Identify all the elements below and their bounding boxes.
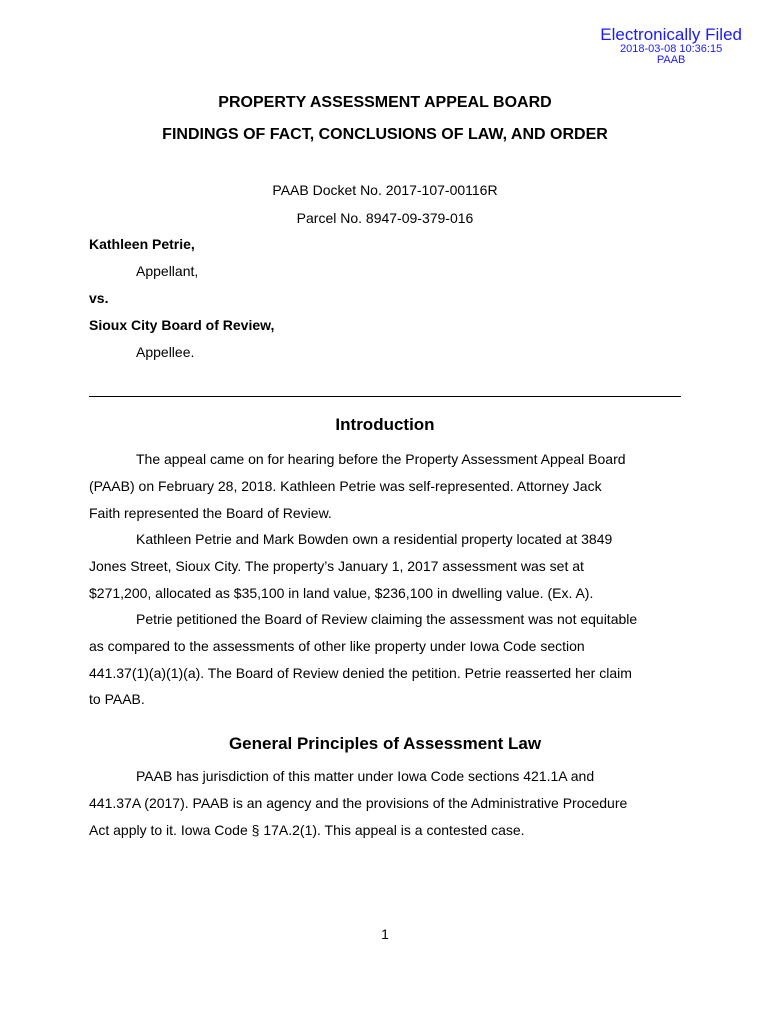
text-line: 441.37(1)(a)(1)(a). The Board of Review denied the petition. Petrie reasserted her claim — [89, 664, 632, 681]
text-line: PAAB has jurisdiction of this matter under Iowa Code sections 421.1A and — [136, 768, 595, 784]
docket-number: PAAB Docket No. 2017-107-00116R — [272, 182, 498, 198]
stamp-datetime: 2018-03-08 10:36:15 — [620, 42, 723, 55]
general-principles-paragraph-1 — [89, 763, 681, 843]
page-number: 1 — [381, 926, 389, 942]
text-line: as compared to the assessments of other like property under Iowa Code section — [89, 637, 585, 654]
stamp-agency: PAAB — [656, 54, 686, 67]
text-line: (PAAB) on February 28, 2018. Kathleen Petrie was self-represented. Attorney Jack — [89, 477, 602, 494]
text-line: The appeal came on for hearing before the Property Assessment Appeal Board — [136, 451, 626, 467]
stamp-title: Electronically Filed — [600, 25, 742, 44]
general-principles-heading: General Principles of Assessment Law — [228, 734, 542, 753]
caption-divider — [89, 396, 681, 397]
versus: vs. — [89, 290, 109, 306]
introduction-paragraph-1 — [89, 446, 681, 526]
parcel-number: Parcel No. 8947-09-379-016 — [296, 210, 474, 226]
filing-stamp — [600, 26, 742, 67]
text-line: Jones Street, Sioux City. The property’s January 1, 2017 assessment was set at — [89, 557, 584, 574]
introduction-paragraph-2 — [89, 526, 681, 606]
appellant-name: Kathleen Petrie, — [89, 236, 195, 252]
text-line: Petrie petitioned the Board of Review claiming the assessment was not equitable — [136, 611, 638, 627]
document-title: FINDINGS OF FACT, CONCLUSIONS OF LAW, AND ORDER — [162, 126, 608, 143]
introduction-heading: Introduction — [335, 415, 435, 434]
text-line: Act apply to it. Iowa Code § 17A.2(1). This appeal is a contested case. — [89, 821, 525, 838]
introduction-paragraph-3 — [89, 606, 681, 713]
text-line: Faith represented the Board of Review. — [89, 504, 332, 521]
appellant-role: Appellant, — [136, 263, 199, 279]
agency-name: PROPERTY ASSESSMENT APPEAL BOARD — [218, 94, 552, 111]
text-line: Kathleen Petrie and Mark Bowden own a residential property located at 3849 — [136, 531, 613, 547]
text-line: $271,200, allocated as $35,100 in land value, $236,100 in dwelling value. (Ex. A). — [89, 584, 594, 601]
appellee-name: Sioux City Board of Review, — [89, 317, 275, 333]
appellee-role: Appellee. — [136, 344, 195, 360]
text-line: to PAAB. — [89, 691, 145, 708]
text-line: 441.37A (2017). PAAB is an agency and the provisions of the Administrative Procedure — [89, 794, 628, 811]
